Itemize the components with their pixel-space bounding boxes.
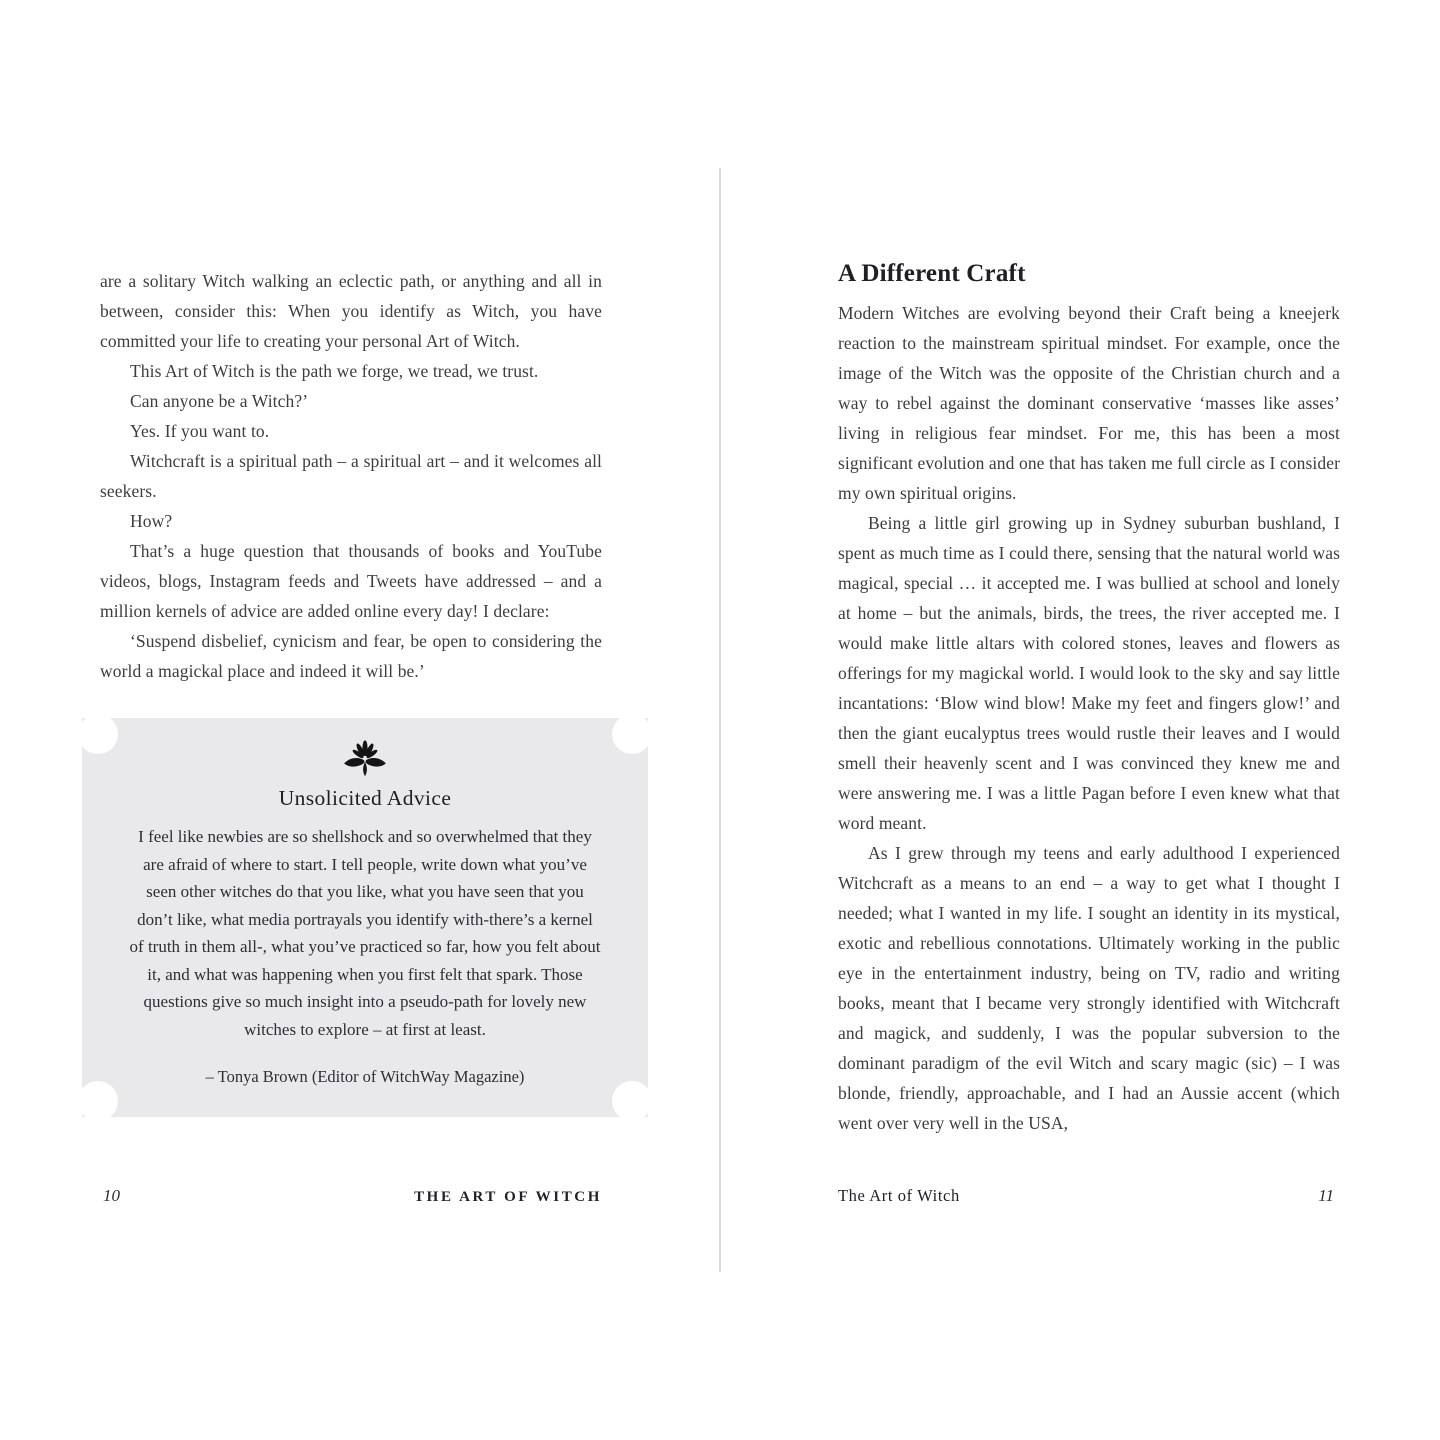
- callout-quote: I feel like newbies are so shellshock and so overwhelmed that they are afraid of where to start. I tell people, write down what you’ve seen other witches do that you like, what you have seen that you don’t like, what media portrayals you identify with-there’s a kernel of truth in them all-, what you’ve practiced so far, how you felt about it, and what was happening when you first felt that spark. Those questions give so much insight into a pseudo-path for lovely new witches to explore – at first at least.: [129, 827, 601, 1039]
- right-page-footer: [838, 1186, 1334, 1206]
- paragraph: That’s a huge question that thousands of books and YouTube videos, blogs, Instagram feeds and Tweets have addressed – and a million kernels of advice are added online every day! I declare:: [100, 541, 602, 621]
- page-number: 10: [103, 1186, 120, 1205]
- callout-title: Unsolicited Advice: [278, 786, 452, 810]
- paragraph: How?: [130, 511, 173, 531]
- paragraph: Yes. If you want to.: [130, 421, 270, 441]
- callout-corner-notch: [612, 1081, 652, 1121]
- callout-corner-notch: [612, 714, 652, 754]
- paragraph: Modern Witches are evolving beyond their Craft being a kneejerk reaction to the mainstream spiritual mindset. For example, once the image of the Witch was the opposite of the Christian church and a way to rebel against the dominant conservative ‘masses like asses’ living in religious fear mindset. For me, this has been a most significant evolution and one that has taken me full circle as I consider my own spiritual origins.: [838, 303, 1340, 503]
- callout-corner-notch: [78, 1081, 118, 1121]
- paragraph: are a solitary Witch walking an eclectic path, or anything and all in between, consider this: When you identify as Witch, you have committed your life to creating your personal Art of Witch.: [100, 271, 602, 351]
- running-title: The Art of Witch: [838, 1186, 960, 1205]
- left-page: [100, 266, 602, 1117]
- page-gutter-divider: [719, 168, 721, 1272]
- running-title: THE ART OF WITCH: [414, 1189, 602, 1205]
- page-number: 11: [1318, 1186, 1334, 1205]
- callout-attribution: – Tonya Brown (Editor of WitchWay Magazine): [205, 1067, 525, 1086]
- paragraph: As I grew through my teens and early adulthood I experienced Witchcraft as a means to an end – a way to get what I thought I needed; what I wanted in my life. I sought an identity in its mystical, exotic and rebellious connotations. Ultimately working in the public eye in the entertainment industry, being on TV, radio and writing books, meant that I became very strongly identified with Witchcraft and magick, and suddenly, I was the popular subversion to the dominant paradigm of the evil Witch and scary magic (sic) – I was blonde, friendly, approachable, and I had an Aussie accent (which went over very well in the USA,: [838, 843, 1340, 1133]
- paragraph: Being a little girl growing up in Sydney suburban bushland, I spent as much time as I could there, sensing that the natural world was magical, special … it accepted me. I was bullied at school and lonely at home – but the animals, birds, the trees, the river accepted me. I would make little altars with colored stones, leaves and flowers as offerings for my magickal world. I would look to the sky and say little incantations: ‘Blow wind blow! Make my feet and fingers glow!’ and then the giant eucalyptus trees would rustle their leaves and I would smell their heavenly scent and I was convinced they knew me and were answering me. I was a little Pagan before I even knew what that word meant.: [838, 513, 1340, 833]
- paragraph: Witchcraft is a spiritual path – a spiritual art – and it welcomes all seekers.: [100, 451, 602, 501]
- left-page-footer: [103, 1186, 602, 1206]
- unsolicited-advice-callout: [82, 718, 648, 1117]
- paragraph: ‘Suspend disbelief, cynicism and fear, be open to considering the world a magickal place and indeed it will be.’: [100, 631, 602, 681]
- lotus-fleuron-icon: [342, 734, 388, 784]
- section-heading: A Different Craft: [838, 260, 1026, 287]
- right-page: [838, 258, 1340, 1138]
- paragraph: This Art of Witch is the path we forge, we tread, we trust.: [130, 361, 539, 381]
- callout-corner-notch: [78, 714, 118, 754]
- paragraph: Can anyone be a Witch?’: [130, 391, 309, 411]
